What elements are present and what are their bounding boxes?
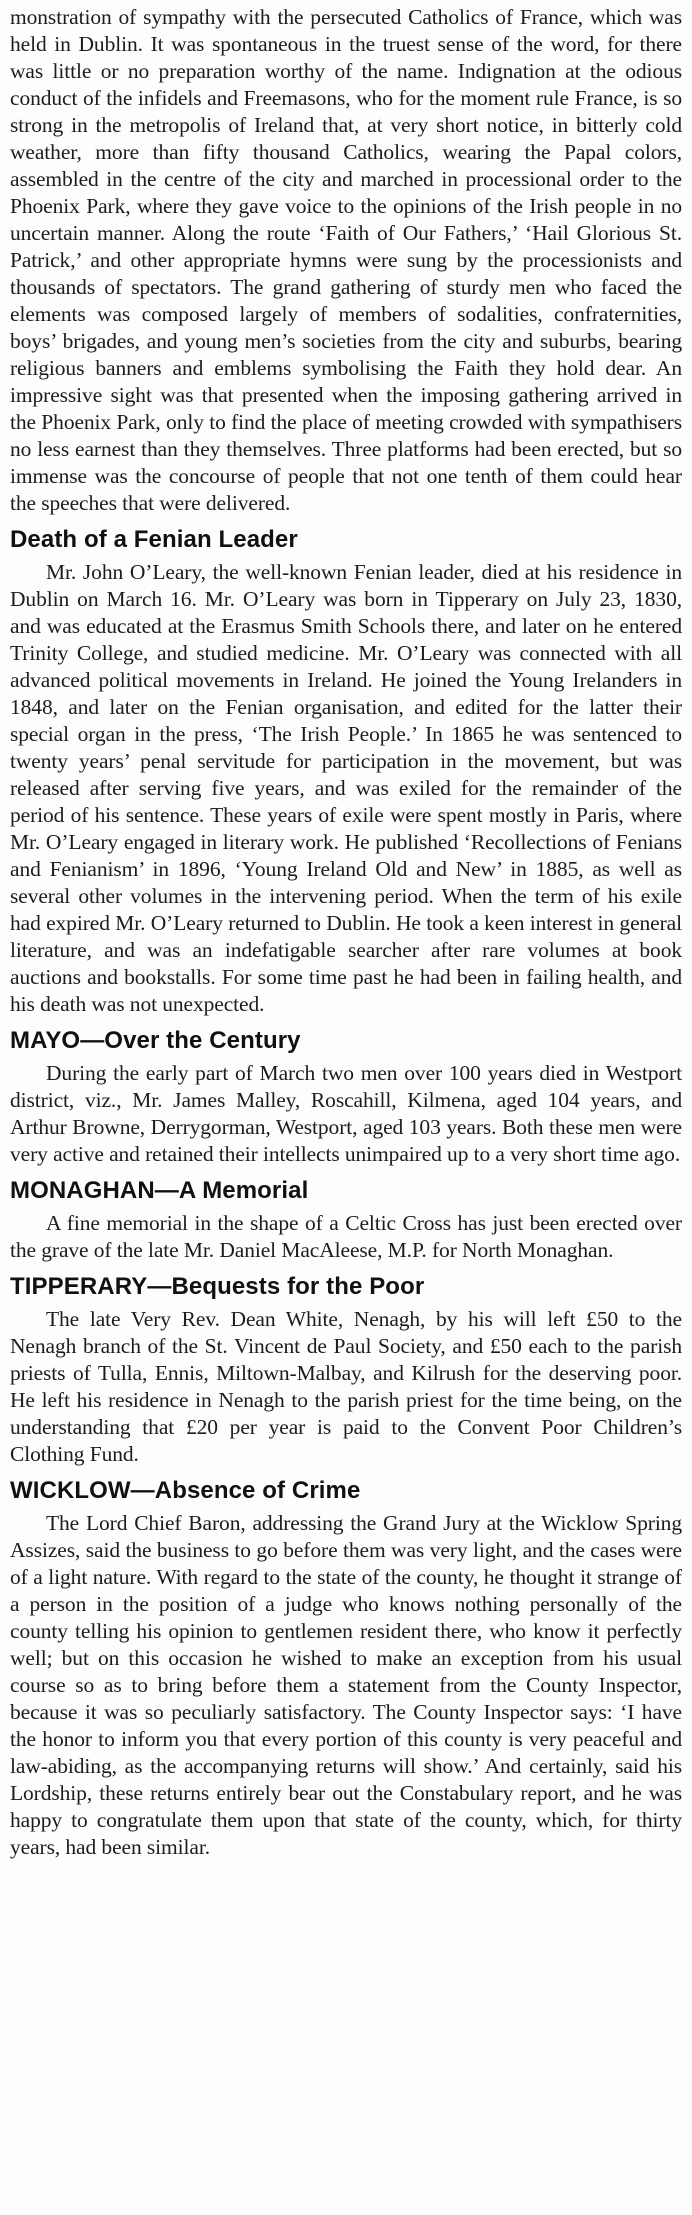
- section-body-wicklow: The Lord Chief Baron, addressing the Grand Jury at the Wicklow Spring Assizes, said the business to go before them was very light, and the cases were of a light nature. With regard to the state of the county, he thought it strange of a person in the position of a judge who knows nothing personally of the county telling his opinion to gentlemen resident there, who know it perfectly well; but on this occasion he wished to make an exception from his usual course so as to bring before them a statement from the County Inspector, because it was so peculiarly satisfactory. The County Inspector says: ‘I have the honor to inform you that every portion of this county is very peaceful and law-abiding, as the accompanying returns will show.’ And certainly, said his Lordship, these returns entirely bear out the Constabulary report, and he was happy to congratulate them upon that state of the county, which, for thirty years, had been similar.: [10, 1511, 682, 1859]
- section-heading-fenian-leader: Death of a Fenian Leader: [10, 526, 298, 553]
- section-heading-mayo: MAYO—Over the Century: [10, 1027, 301, 1054]
- section-heading-wicklow: WICKLOW—Absence of Crime: [10, 1477, 361, 1504]
- section-heading-tipperary: TIPPERARY—Bequests for the Poor: [10, 1273, 425, 1300]
- section-body-fenian-leader: Mr. John O’Leary, the well-known Fenian leader, died at his residence in Dublin on March 16. Mr. O’Leary was born in Tipperary on July 23, 1830, and was educated at the Erasmus Smith Schools there, and later on he entered Trinity College, and studied medicine. Mr. O’Leary was connected with all advanced political movements in Ireland. He joined the Young Irelanders in 1848, and later on the Fenian organisation, and edited for the latter their special organ in the press, ‘The Irish People.’ In 1865 he was sentenced to twenty years’ penal servitude for participation in the movement, but was released after serving five years, and was exiled for the remainder of the period of his sentence. These years of exile were spent mostly in Paris, where Mr. O’Leary engaged in literary work. He published ‘Recollections of Fenians and Fenianism’ in 1896, ‘Young Ireland Old and New’ in 1885, as well as several other volumes in the intervening period. When the term of his exile had expired Mr. O’Leary returned to Dublin. He took a keen interest in general literature, and was an indefatigable searcher after rare volumes at book auctions and bookstalls. For some time past he had been in failing health, and his death was not unexpected.: [10, 560, 682, 1016]
- intro-paragraph: monstration of sympathy with the persecuted Catholics of France, which was held in Dublin. It was spontaneous in the truest sense of the word, for there was little or no preparation worthy of the name. Indignation at the odious conduct of the infidels and Freemasons, who for the moment rule France, is so strong in the metropolis of Ireland that, at very short notice, in bitterly cold weather, more than fifty thousand Catholics, wearing the Papal colors, assembled in the centre of the city and marched in processional order to the Phoenix Park, where they gave voice to the opinions of the Irish people in no uncertain manner. Along the route ‘Faith of Our Fathers,’ ‘Hail Glorious St. Patrick,’ and other appropriate hymns were sung by the processionists and thousands of spectators. The grand gathering of sturdy men who faced the elements was composed largely of members of sodalities, confraternities, boys’ brigades, and young men’s societies from the city and suburbs, bearing religious banners and emblems symbolising the Faith they hold dear. An impressive sight was that presented when the imposing gathering arrived in the Phoenix Park, only to find the place of meeting crowded with sympathisers no less earnest than they themselves. Three platforms had been erected, but so immense was the concourse of people that not one tenth of them could hear the speeches that were delivered.: [10, 5, 682, 515]
- section-body-tipperary: The late Very Rev. Dean White, Nenagh, by his will left £50 to the Nenagh branch of the St. Vincent de Paul Society, and £50 each to the parish priests of Tulla, Ennis, Miltown-Malbay, and Kilrush for the deserving poor. He left his residence in Nenagh to the parish priest for the time being, on the understanding that £20 per year is paid to the Convent Poor Children’s Clothing Fund.: [10, 1307, 682, 1466]
- section-body-monaghan: A fine memorial in the shape of a Celtic Cross has just been erected over the grave of the late Mr. Daniel MacAleese, M.P. for North Monaghan.: [10, 1211, 682, 1262]
- section-heading-monaghan: MONAGHAN—A Memorial: [10, 1177, 309, 1204]
- section-body-mayo: During the early part of March two men over 100 years died in Westport district, viz., Mr. James Malley, Roscahill, Kilmena, aged 104 years, and Arthur Browne, Derrygorman, Westport, aged 103 years. Both these men were very active and retained their intellects unimpaired up to a very short time ago.: [10, 1061, 682, 1166]
